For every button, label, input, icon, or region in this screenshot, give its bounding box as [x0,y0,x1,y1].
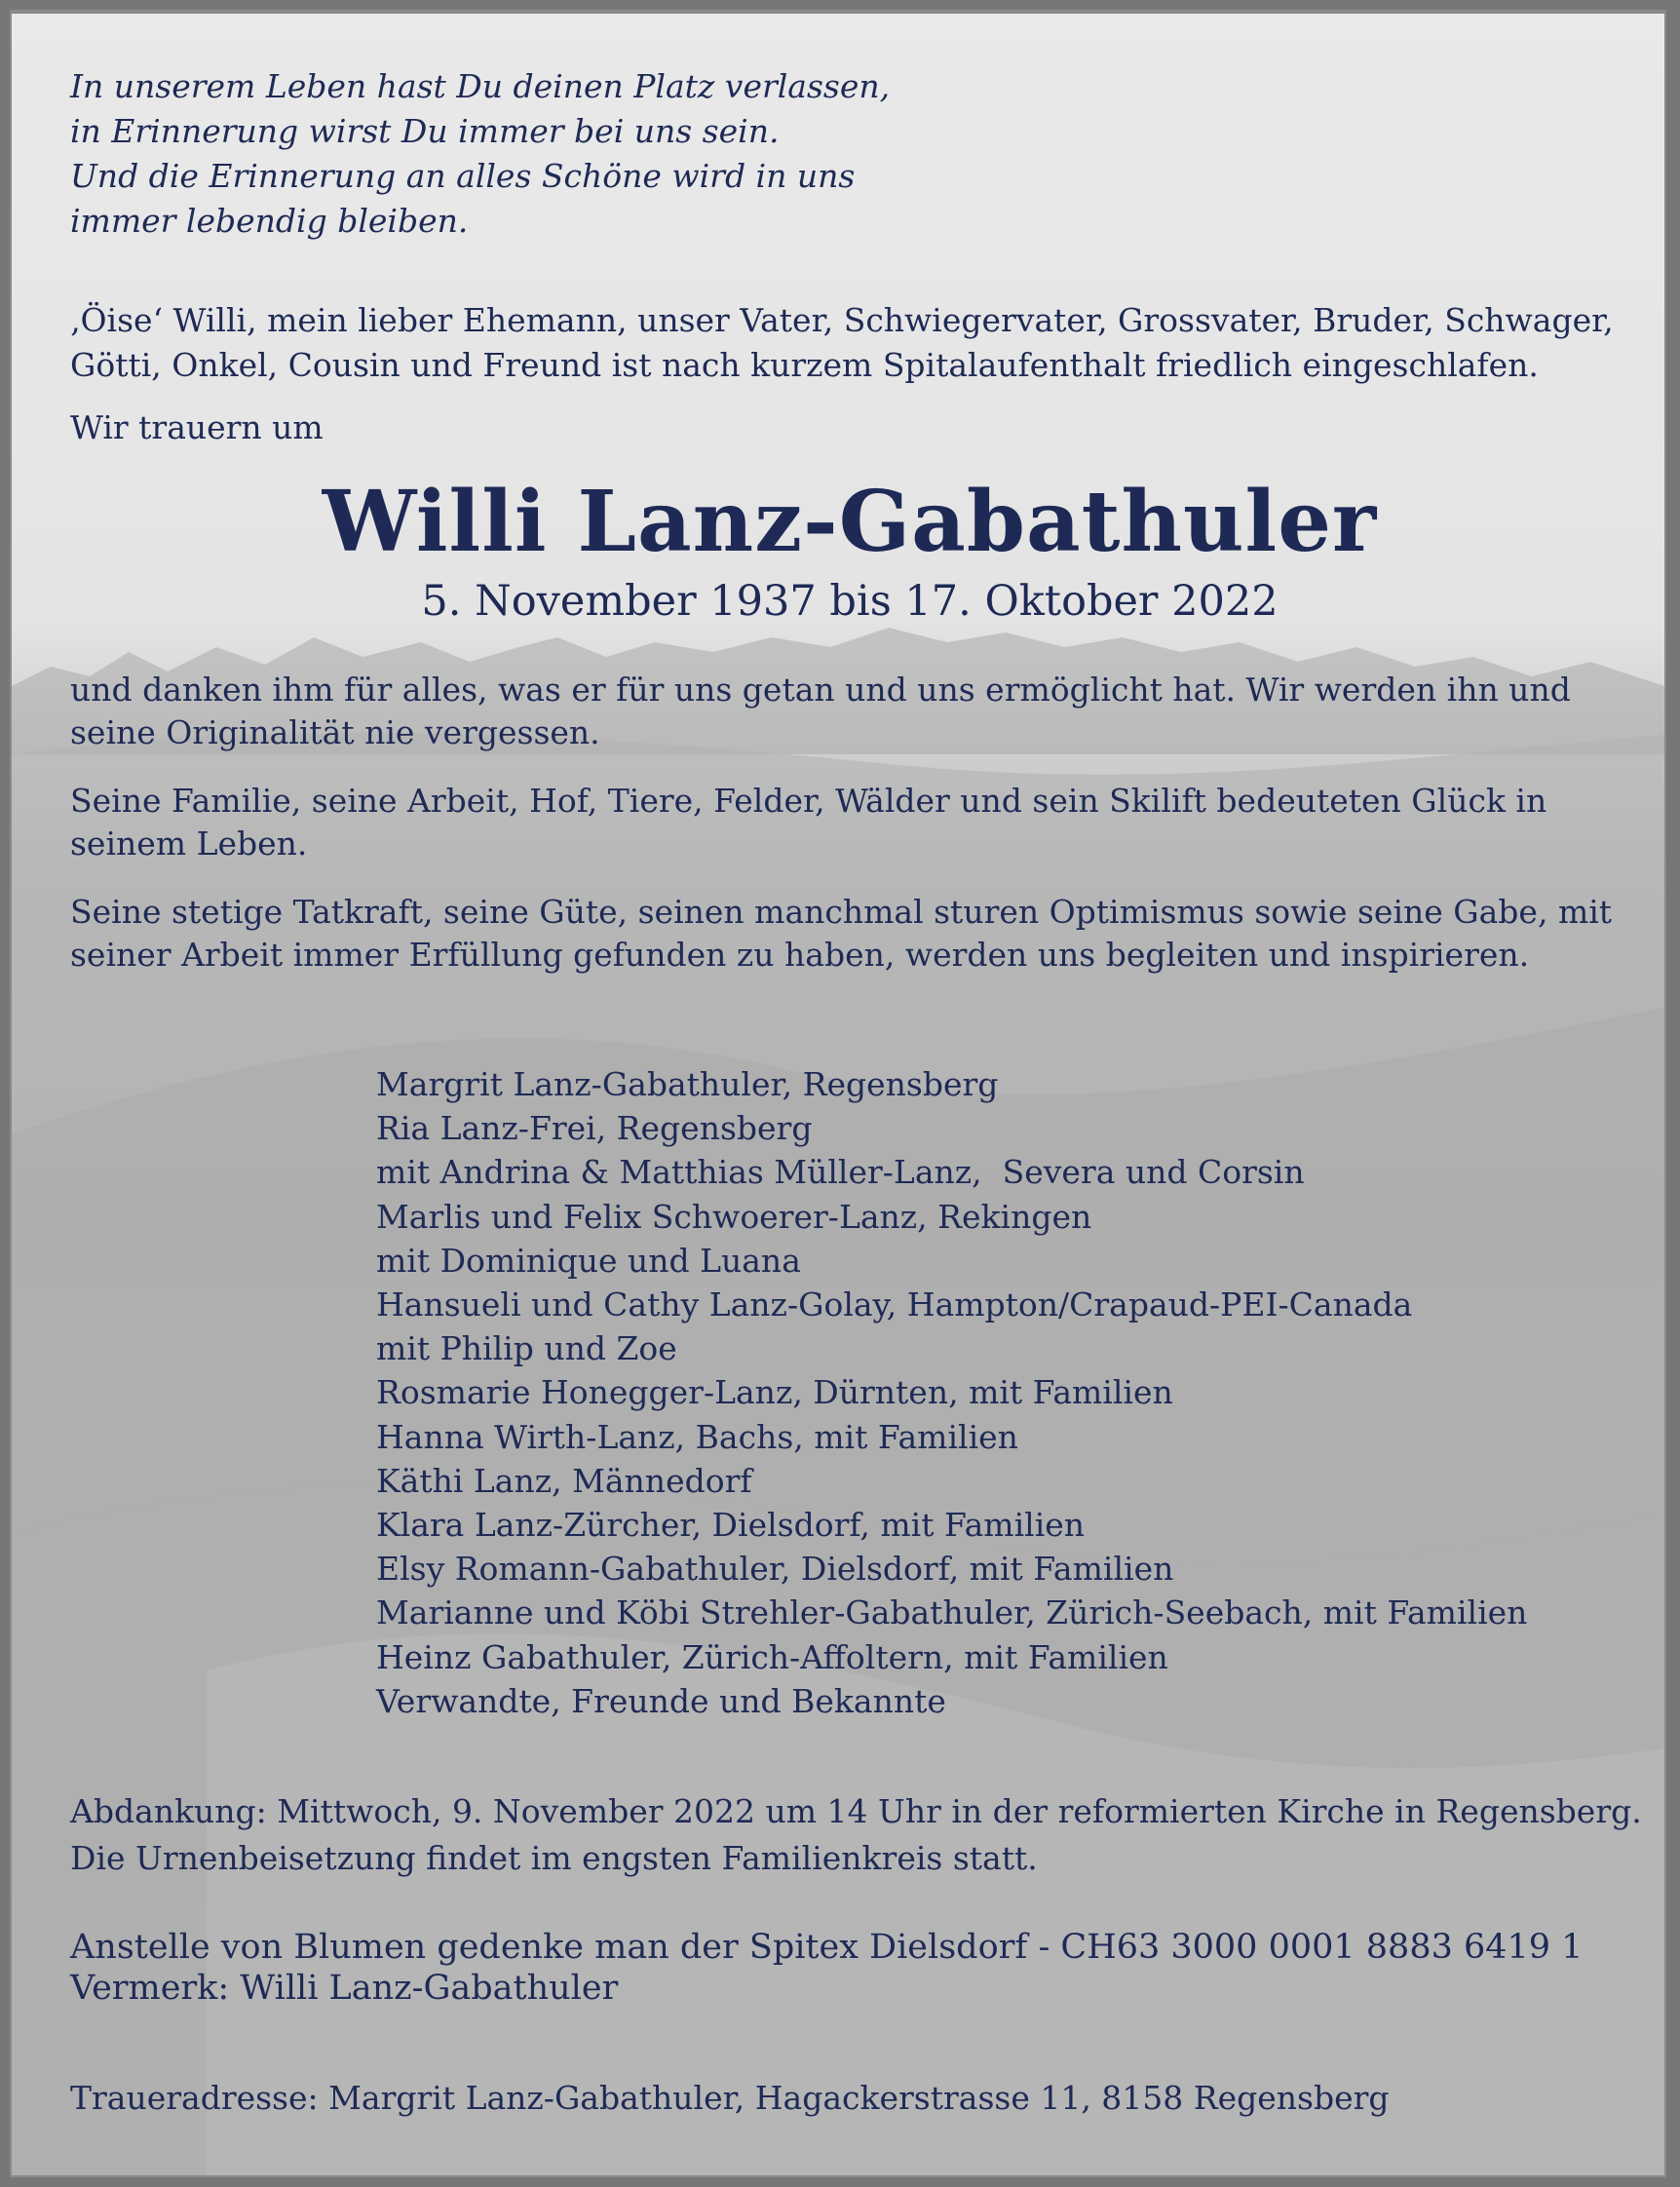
mourner-line: Marianne und Köbi Strehler-Gabathuler, Zürich-Seebach, mit Familien [376,1593,1528,1632]
mourner-line: Hanna Wirth-Lanz, Bachs, mit Familien [376,1417,1018,1456]
mourner-line: Ria Lanz-Frei, Regensberg [376,1109,813,1148]
mourner-line: Hansueli und Cathy Lanz-Golay, Hampton/Crapaud-PEI-Canada [376,1285,1413,1324]
mourner-line: mit Philip und Zoe [376,1329,677,1368]
mourner-line: Elsy Romann-Gabathuler, Dielsdorf, mit Familien [376,1550,1174,1589]
donation-reference: Vermerk: Willi Lanz-Gabathuler [70,1969,619,2008]
mourner-line: Käthi Lanz, Männedorf [376,1461,752,1500]
deceased-name: Willi Lanz-Gabathuler [322,473,1378,571]
life-dates: 5. November 1937 bis 17. Oktober 2022 [421,577,1279,626]
paragraph: Seine Familie, seine Arbeit, Hof, Tiere, Felder, Wälder und sein Skilift bedeuteten Glück in seinem Leben. [70,782,1547,863]
paragraph: und danken ihm für alles, was er für uns getan und uns ermöglicht hat. Wir werden ihn und seine Originalität nie vergessen. [70,671,1571,751]
funeral-service-info: Abdankung: Mittwoch, 9. November 2022 um 14 Uhr in der reformierten Kirche in Regensberg. [70,1792,1642,1830]
mourner-line: mit Dominique und Luana [376,1241,801,1280]
mourner-line: Margrit Lanz-Gabathuler, Regensberg [376,1065,999,1103]
mourner-line: mit Andrina & Matthias Müller-Lanz, Severa und Corsin [376,1153,1305,1192]
mourners-list [376,1062,1527,1723]
mourning-address: Traueradresse: Margrit Lanz-Gabathuler, Hagackerstrasse 11, 8158 Regensberg [70,2079,1390,2117]
poem-line: In unserem Leben hast Du deinen Platz verlassen, [70,67,891,105]
mourning-lead: Wir trauern um [70,408,324,446]
intro-text: ‚Öise‘ Willi, mein lieber Ehemann, unser Vater, Schwiegervater, Grossvater, Bruder, Schwager, Götti, Onkel, Cousin und Freund ist nach kurzem Spitalaufenthalt friedlich eingeschlafen. [70,301,1614,384]
mourner-line: Verwandte, Freunde und Bekannte [376,1681,946,1720]
donation-info: Anstelle von Blumen gedenke man der Spitex Dielsdorf - CH63 3000 0001 8883 6419 1 [70,1928,1584,1967]
poem-line: in Erinnerung wirst Du immer bei uns sein. [70,112,780,150]
urn-burial-info: Die Urnenbeisetzung findet im engsten Familienkreis statt. [70,1839,1038,1877]
poem [70,64,890,244]
poem-line: Und die Erinnerung an alles Schöne wird in uns [70,157,856,195]
mourner-line: Klara Lanz-Zürcher, Dielsdorf, mit Familien [376,1506,1086,1545]
mourner-line: Rosmarie Honegger-Lanz, Dürnten, mit Familien [376,1373,1173,1412]
obituary-card [12,14,1664,2175]
paragraph: Seine stetige Tatkraft, seine Güte, seinen manchmal sturen Optimismus sowie seine Gabe, mit seiner Arbeit immer Erfüllung gefunden zu haben, werden uns begleiten und inspirieren. [70,893,1613,974]
poem-line: immer lebendig bleiben. [70,202,469,240]
mourner-line: Marlis und Felix Schwoerer-Lanz, Rekingen [376,1197,1092,1236]
mourner-line: Heinz Gabathuler, Zürich-Affoltern, mit Familien [376,1637,1168,1676]
